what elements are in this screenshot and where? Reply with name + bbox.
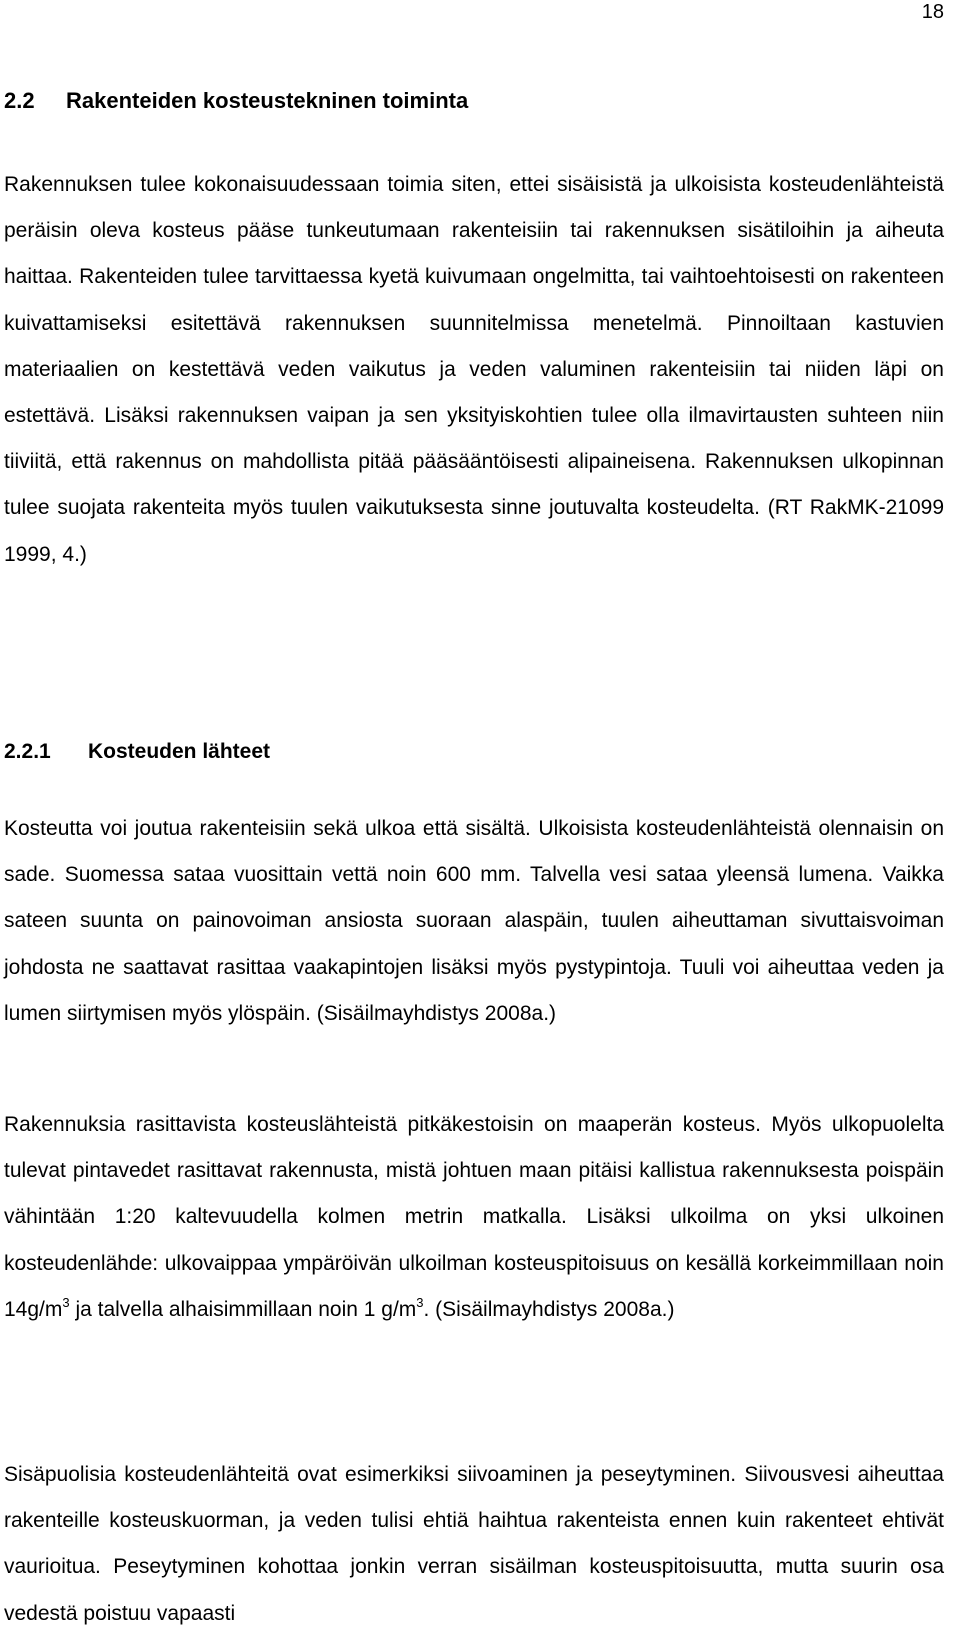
section-title: Rakenteiden kosteustekninen toiminta [66,88,469,113]
subsection-heading [4,739,270,765]
section-heading [4,88,468,114]
paragraph-ground-moisture [4,1102,944,1333]
subsection-number: 2.2.1 [4,740,51,763]
superscript: 3 [416,1294,424,1310]
paragraph-indoor-sources: Sisäpuolisia kosteudenlähteitä ovat esimerkiksi siivoaminen ja peseytyminen. Siivousvesi aiheuttaa rakenteille kosteuskuorman, ja veden tulisi ehtiä haihtua rakenteista ennen kuin rakenteet ehtivät vaurioitua. Peseytyminen kohottaa jonkin verran sisäilman kosteuspitoisuutta, mutta suurin osa vedestä poistuu vapaasti [4,1463,944,1625]
paragraph-moisture-sources: Kosteutta voi joutua rakenteisiin sekä ulkoa että sisältä. Ulkoisista kosteudenlähteistä olennaisin on sade. Suomessa sataa vuosittain vettä noin 600 mm. Talvella vesi sataa yleensä lumena. Vaikka sateen suunta on painovoiman ansiosta suoraan alaspäin, tuulen aiheuttaman sivuttaisvoiman johdosta ne saattavat rasittaa vaakapintojen lisäksi myös pystypintoja. Tuuli voi aiheuttaa veden ja lumen siirtymisen myös ylöspäin. (Sisäilmayhdistys 2008a.) [4,817,944,1025]
page-number: 18 [921,1,944,23]
paragraph-moisture-function: Rakennuksen tulee kokonaisuudessaan toimia siten, ettei sisäisistä ja ulkoisista kosteudenlähteistä peräisin oleva kosteus pääse tunkeutumaan rakenteisiin tai rakennuksen sisätiloihin ja aiheuta haittaa. Rakenteiden tulee tarvittaessa kyetä kuivumaan ongelmitta, tai vaihtoehtoisesti on rakenteen kuivattamiseksi esitettävä rakennuksen suunnitelmissa menetelmä. Pinnoiltaan kastuvien materiaalien on kestettävä veden vaikutus ja veden valuminen rakenteisiin tai niiden läpi on estettävä. Lisäksi rakennuksen vaipan ja sen yksityiskohtien tulee olla ilmavirtausten suhteen niin tiiviitä, että rakennus on mahdollista pitää pääsääntöisesti alipaineisena. Rakennuksen ulkopinnan tulee suojata rakenteita myös tuulen vaikutuksesta sinne joutuvalta kosteudelta. (RT RakMK-21099 1999, 4.) [4,173,944,566]
section-number: 2.2 [4,88,35,113]
subsection-title: Kosteuden lähteet [88,740,271,763]
paragraph-text: Rakennuksia rasittavista kosteuslähteistä pitkäkestoisin on maaperän kosteus. Myös ulkopuolelta tulevat pintavedet rasittavat rakennusta, mistä johtuen maan pitäisi kallistua rakennuksesta poispäin vähintään 1:20 kaltevuudella kolmen metrin matkalla. Lisäksi ulkoilma on yksi ulkoinen kosteudenlähde: ulkovaippaa ympäröivän ulkoilman kosteuspitoisuus on kesällä korkeimmillaan noin 14g/m [4,1113,944,1321]
superscript: 3 [62,1294,70,1310]
paragraph-text: . (Sisäilmayhdistys 2008a.) [423,1297,675,1321]
paragraph-text: ja talvella alhaisimmillaan noin 1 g/m [69,1297,417,1321]
